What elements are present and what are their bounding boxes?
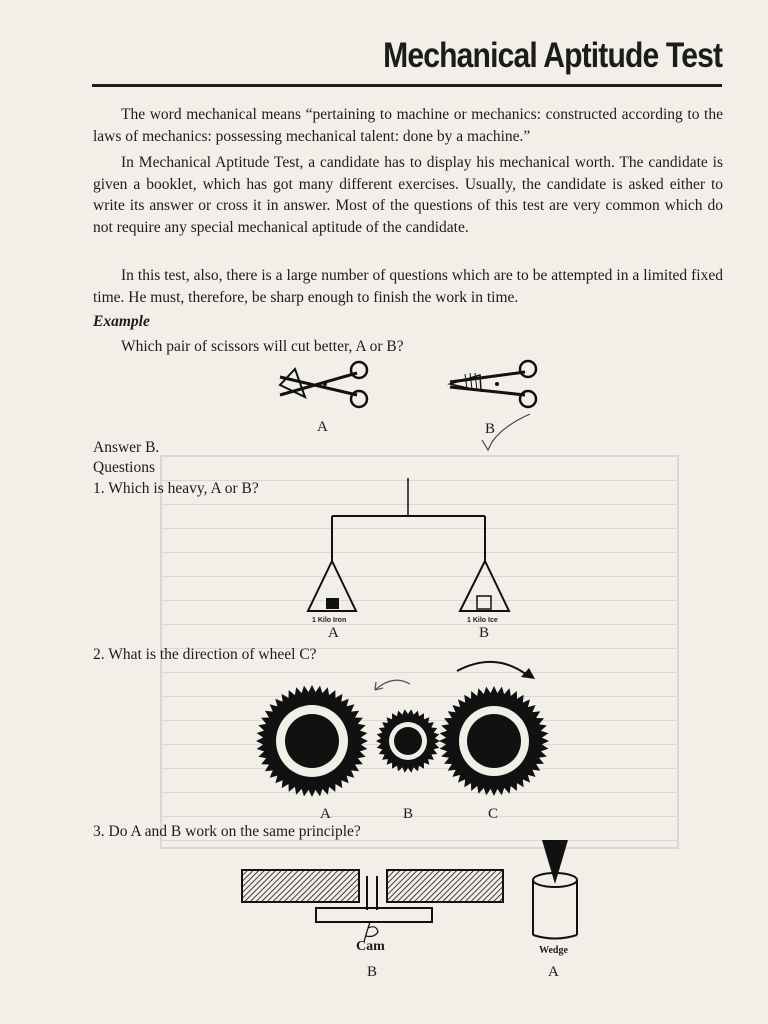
page-title: Mechanical Aptitude Test bbox=[383, 36, 722, 75]
question-2-text: 2. What is the direction of wheel C? bbox=[93, 646, 317, 663]
gear-a bbox=[256, 685, 368, 797]
intro-paragraph-3: In this test, also, there is a large number of questions which are to be attempted in a limited fixed time. He must, therefore, be sharp enough to finish the work in time. bbox=[93, 267, 723, 306]
pan-b-caption: 1 Kilo Ice bbox=[467, 617, 498, 624]
questions-heading: Questions bbox=[93, 459, 155, 476]
scissors-label-b: B bbox=[485, 421, 496, 437]
scissors-label-a: A bbox=[317, 419, 328, 435]
question-1-text: 1. Which is heavy, A or B? bbox=[93, 480, 259, 497]
balance-scale-diagram bbox=[300, 478, 520, 618]
example-question: Which pair of scissors will cut better, A or B? bbox=[121, 338, 404, 355]
gear-label-a: A bbox=[320, 806, 331, 822]
gear-c bbox=[439, 686, 549, 796]
wedge-caption: Wedge bbox=[539, 945, 568, 956]
gears-diagram bbox=[262, 680, 562, 810]
example-answer: Answer B. bbox=[93, 439, 160, 456]
intro-paragraph-1: The word mechanical means “pertaining to machine or mechanics: constructed according to the laws of mechanics: possessing mechanical talent: done by a machine.” bbox=[93, 106, 723, 145]
gear-label-c: C bbox=[488, 806, 499, 822]
cam-diagram bbox=[240, 866, 520, 946]
scissors-b-icon bbox=[445, 357, 545, 412]
example-heading: Example bbox=[93, 313, 150, 330]
cam-label-b: B bbox=[367, 964, 378, 980]
check-mark-icon bbox=[478, 412, 538, 457]
wedge-diagram bbox=[525, 838, 585, 943]
scissors-a-icon bbox=[275, 357, 375, 412]
title-rule bbox=[92, 84, 722, 87]
gear-label-b: B bbox=[403, 806, 414, 822]
question-3-text: 3. Do A and B work on the same principle? bbox=[93, 823, 361, 840]
pan-a-caption: 1 Kilo Iron bbox=[312, 617, 347, 624]
scale-label-a: A bbox=[328, 625, 339, 641]
intro-paragraph-2: In Mechanical Aptitude Test, a candidate has to display his mechanical worth. The candidate is given a booklet, which has got many different exercises. Usually, the candidate is asked either to write its answer or cross it in answer. Most of the questions of this test are very common which do not require any special mechanical aptitude of the candidate. bbox=[93, 154, 723, 236]
wedge-label-a: A bbox=[548, 964, 559, 980]
scale-label-b: B bbox=[479, 625, 490, 641]
gear-b bbox=[376, 709, 440, 773]
cam-caption: Cam bbox=[356, 939, 385, 954]
